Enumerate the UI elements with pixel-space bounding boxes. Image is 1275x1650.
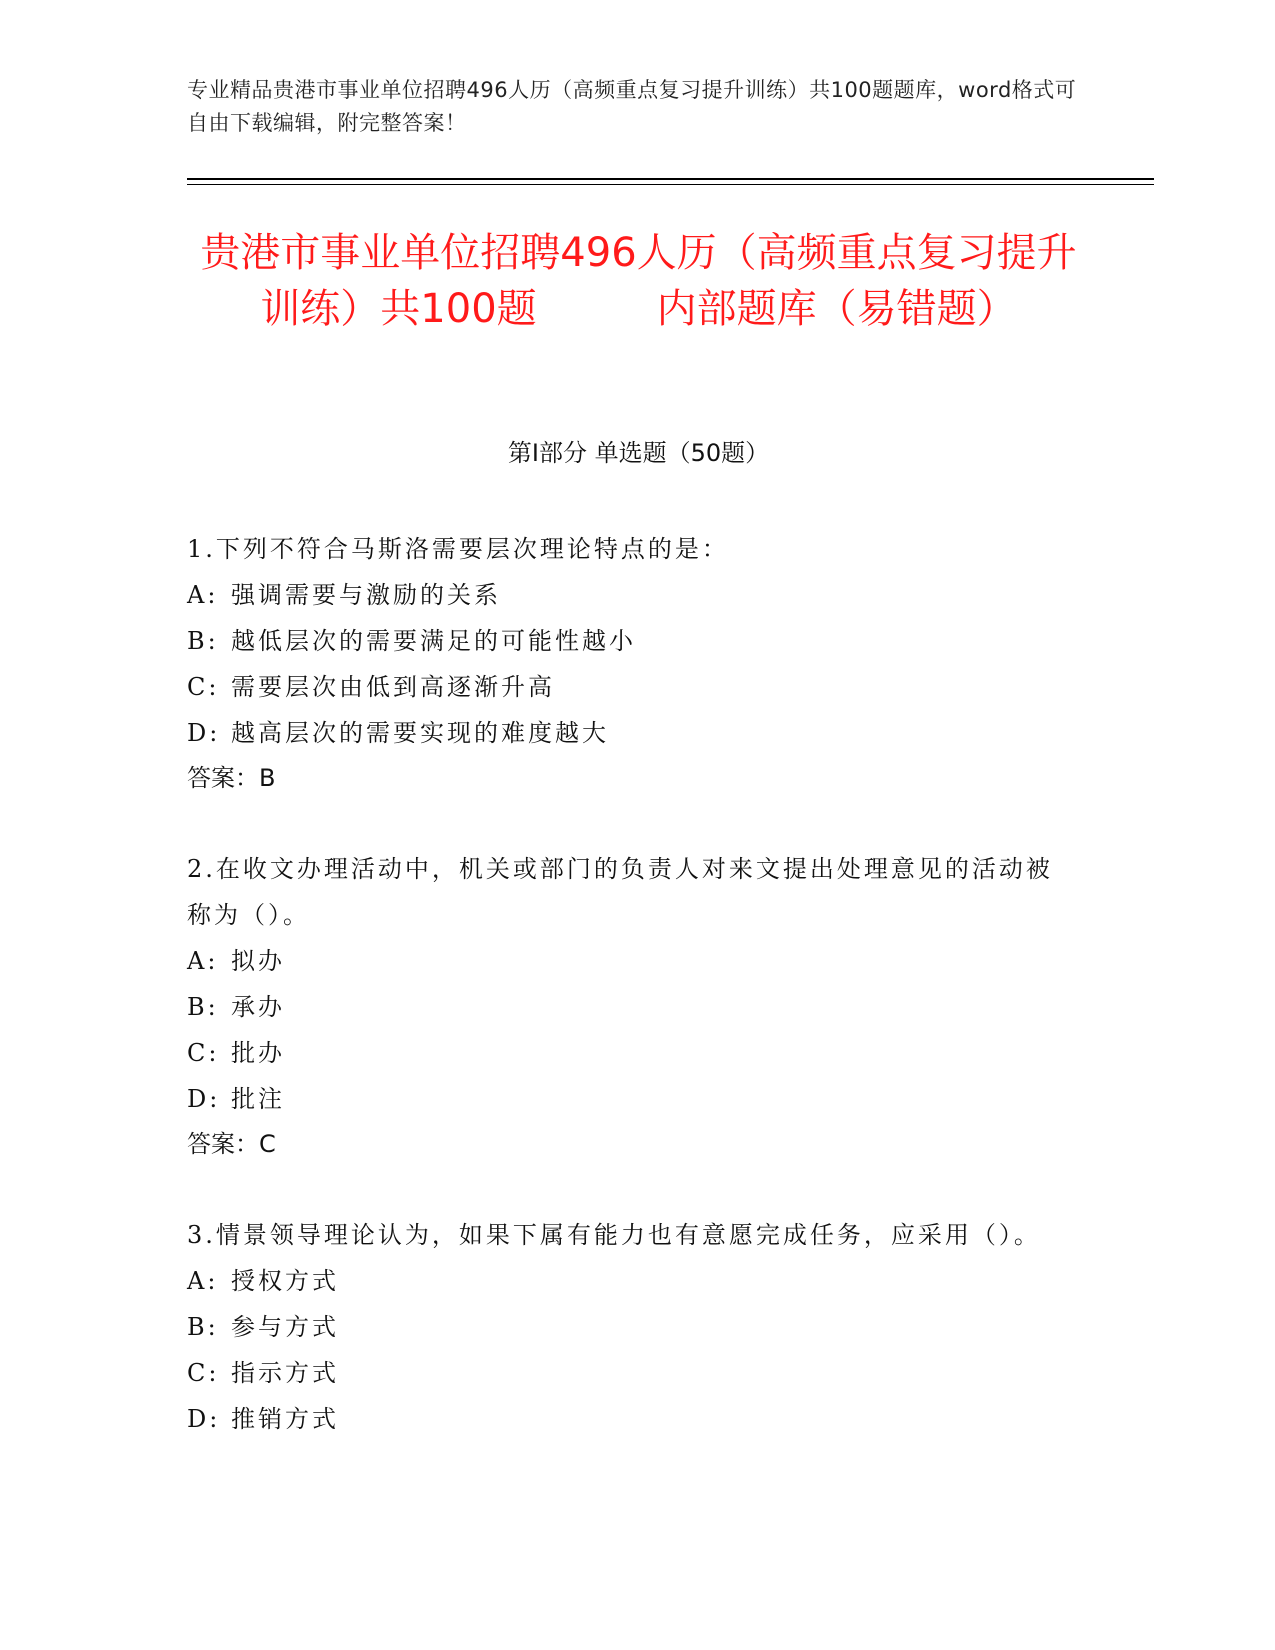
option-b [187, 984, 1067, 1030]
option-b [187, 618, 1067, 664]
option-text: 拟办 [231, 947, 285, 975]
option-b [187, 1304, 1067, 1350]
answer-line [187, 756, 1067, 800]
option-text: 越高层次的需要实现的难度越大 [231, 719, 609, 747]
option-c [187, 1350, 1067, 1396]
option-key: B: [187, 993, 219, 1021]
option-a [187, 572, 1067, 618]
answer-prefix: 答案： [187, 1130, 259, 1158]
option-key: B: [187, 627, 219, 655]
question-3 [187, 1212, 1067, 1442]
option-key: B: [187, 1313, 219, 1341]
option-key: A: [187, 581, 219, 609]
option-text: 参与方式 [231, 1313, 339, 1341]
title-part-1: 贵港市事业单位招聘496人历（高频重点复习提升训练）共100题 [200, 230, 1077, 332]
question-stem: 2.在收文办理活动中，机关或部门的负责人对来文提出处理意见的活动被称为（）。 [187, 855, 1053, 929]
title-part-2: 内部题库（易错题） [656, 286, 1017, 332]
option-c [187, 664, 1067, 710]
header-note: 专业精品贵港市事业单位招聘496人历（高频重点复习提升训练）共100题题库，word格式可自由下载编辑，附完整答案！ [187, 78, 1077, 135]
answer-prefix: 答案： [187, 764, 259, 792]
section-title: 第I部分 单选题（50题） [507, 439, 770, 467]
option-text: 授权方式 [231, 1267, 339, 1295]
option-a [187, 938, 1067, 984]
option-key: D: [187, 1405, 221, 1433]
option-key: A: [187, 1267, 219, 1295]
option-key: A: [187, 947, 219, 975]
document-title [187, 225, 1090, 337]
question-stem: 3.情景领导理论认为，如果下属有能力也有意愿完成任务，应采用（）。 [187, 1221, 1041, 1249]
question-list [187, 526, 1067, 1488]
option-key: C: [187, 673, 220, 701]
answer-value: C [259, 1130, 276, 1158]
answer-line [187, 1122, 1067, 1166]
option-text: 承办 [231, 993, 285, 1021]
option-key: C: [187, 1359, 220, 1387]
option-text: 批办 [231, 1039, 285, 1067]
option-text: 指示方式 [231, 1359, 339, 1387]
question-2 [187, 846, 1067, 1166]
question-1 [187, 526, 1067, 800]
option-key: D: [187, 1085, 221, 1113]
option-text: 强调需要与激励的关系 [231, 581, 501, 609]
question-stem: 1.下列不符合马斯洛需要层次理论特点的是： [187, 535, 729, 563]
option-key: C: [187, 1039, 220, 1067]
option-text: 需要层次由低到高逐渐升高 [231, 673, 555, 701]
header-divider-thick [187, 178, 1154, 180]
answer-value: B [259, 764, 276, 792]
option-text: 批注 [231, 1085, 285, 1113]
header-divider-thin [187, 184, 1154, 185]
option-d [187, 1076, 1067, 1122]
option-d [187, 710, 1067, 756]
option-text: 越低层次的需要满足的可能性越小 [231, 627, 636, 655]
option-d [187, 1396, 1067, 1442]
option-text: 推销方式 [231, 1405, 339, 1433]
option-a [187, 1258, 1067, 1304]
option-key: D: [187, 719, 221, 747]
option-c [187, 1030, 1067, 1076]
